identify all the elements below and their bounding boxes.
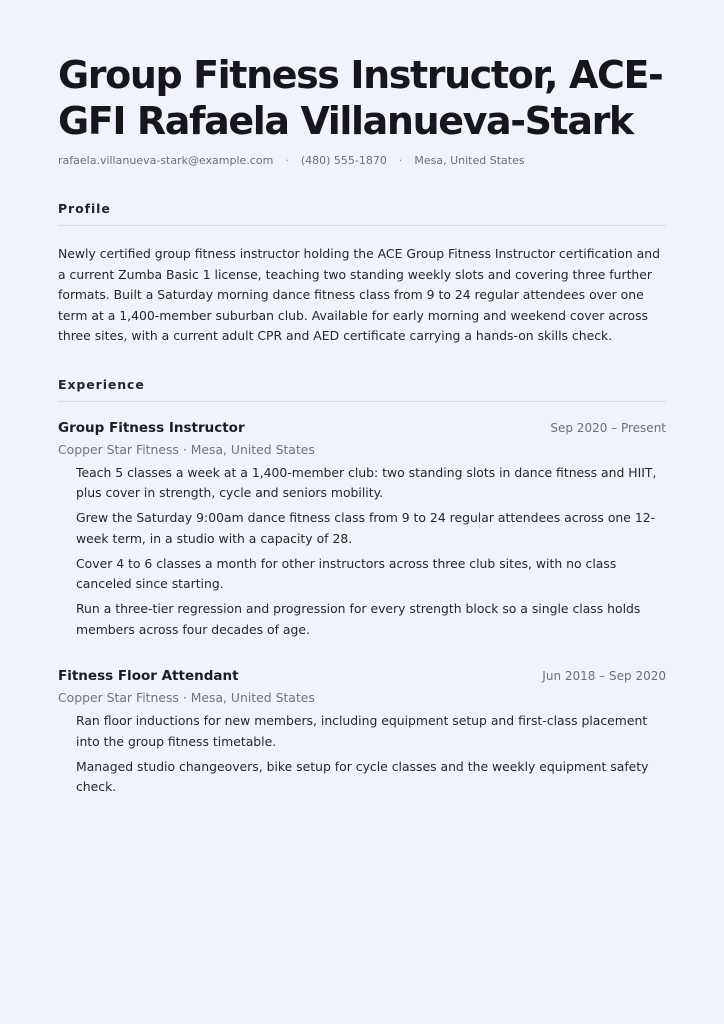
job-dates: Sep 2020 – Present (550, 420, 666, 435)
job-organization: Copper Star Fitness · Mesa, United States (58, 441, 315, 457)
contact-phone[interactable]: (480) 555-1870 (300, 154, 387, 167)
job-organization: Copper Star Fitness · Mesa, United States (58, 690, 315, 705)
contact-location: Mesa, United States (414, 154, 525, 167)
job-entry-group-fitness-instructor (58, 420, 666, 641)
contact-line (58, 154, 666, 167)
job-bullet: Run a three-tier regression and progression for every strength block so a single class holds members across four decades of age. (76, 601, 641, 637)
job-dates: Jun 2018 – Sep 2020 (542, 669, 666, 683)
profile-summary: Newly certified group fitness instructor holding the ACE Group Fitness Instructor certification and a current Zumba Basic 1 license, teaching two standing weekly slots and covering three further formats. Built a Saturday morning dance fitness class from 9 to 24 regular attendees over one term at a 1,400-member suburban club. Available for early morning and weekend cover across three sites, with a current adult CPR and AED certificate carrying a hands-on skills check. (58, 246, 660, 343)
profile-section (58, 201, 666, 347)
job-bullet: Cover 4 to 6 classes a month for other instructors across three club sites, with no class canceled since starting. (76, 555, 617, 591)
experience-heading: Experience (58, 377, 666, 402)
profile-heading: Profile (58, 201, 666, 226)
job-bullet: Managed studio changeovers, bike setup for cycle classes and the weekly equipment safety check. (76, 758, 649, 794)
job-bullet-list (58, 711, 666, 798)
contact-separator: · (285, 154, 289, 167)
job-bullet-list (58, 463, 666, 641)
contact-separator: · (398, 154, 403, 167)
candidate-name: Group Fitness Instructor, ACE-GFI Rafaela Villanueva-Stark (58, 53, 663, 143)
job-bullet: Ran floor inductions for new members, including equipment setup and first-class placement into the group fitness timetable. (76, 713, 648, 749)
job-header (58, 420, 666, 436)
job-bullet: Teach 5 classes a week at a 1,400-member club: two standing slots in dance fitness and HIIT, plus cover in strength, cycle and seniors mobility. (76, 464, 657, 500)
job-title: Group Fitness Instructor (58, 419, 245, 436)
job-title: Fitness Floor Attendant (58, 668, 239, 684)
job-bullet: Grew the Saturday 9:00am dance fitness class from 9 to 24 regular attendees across one 12-week term, in a studio with a capacity of 28. (76, 510, 656, 546)
contact-email[interactable]: rafaela.villanueva-stark@example.com (58, 154, 274, 167)
job-header (58, 668, 666, 684)
experience-section (58, 377, 666, 798)
job-entry-fitness-floor-attendant (58, 668, 666, 798)
